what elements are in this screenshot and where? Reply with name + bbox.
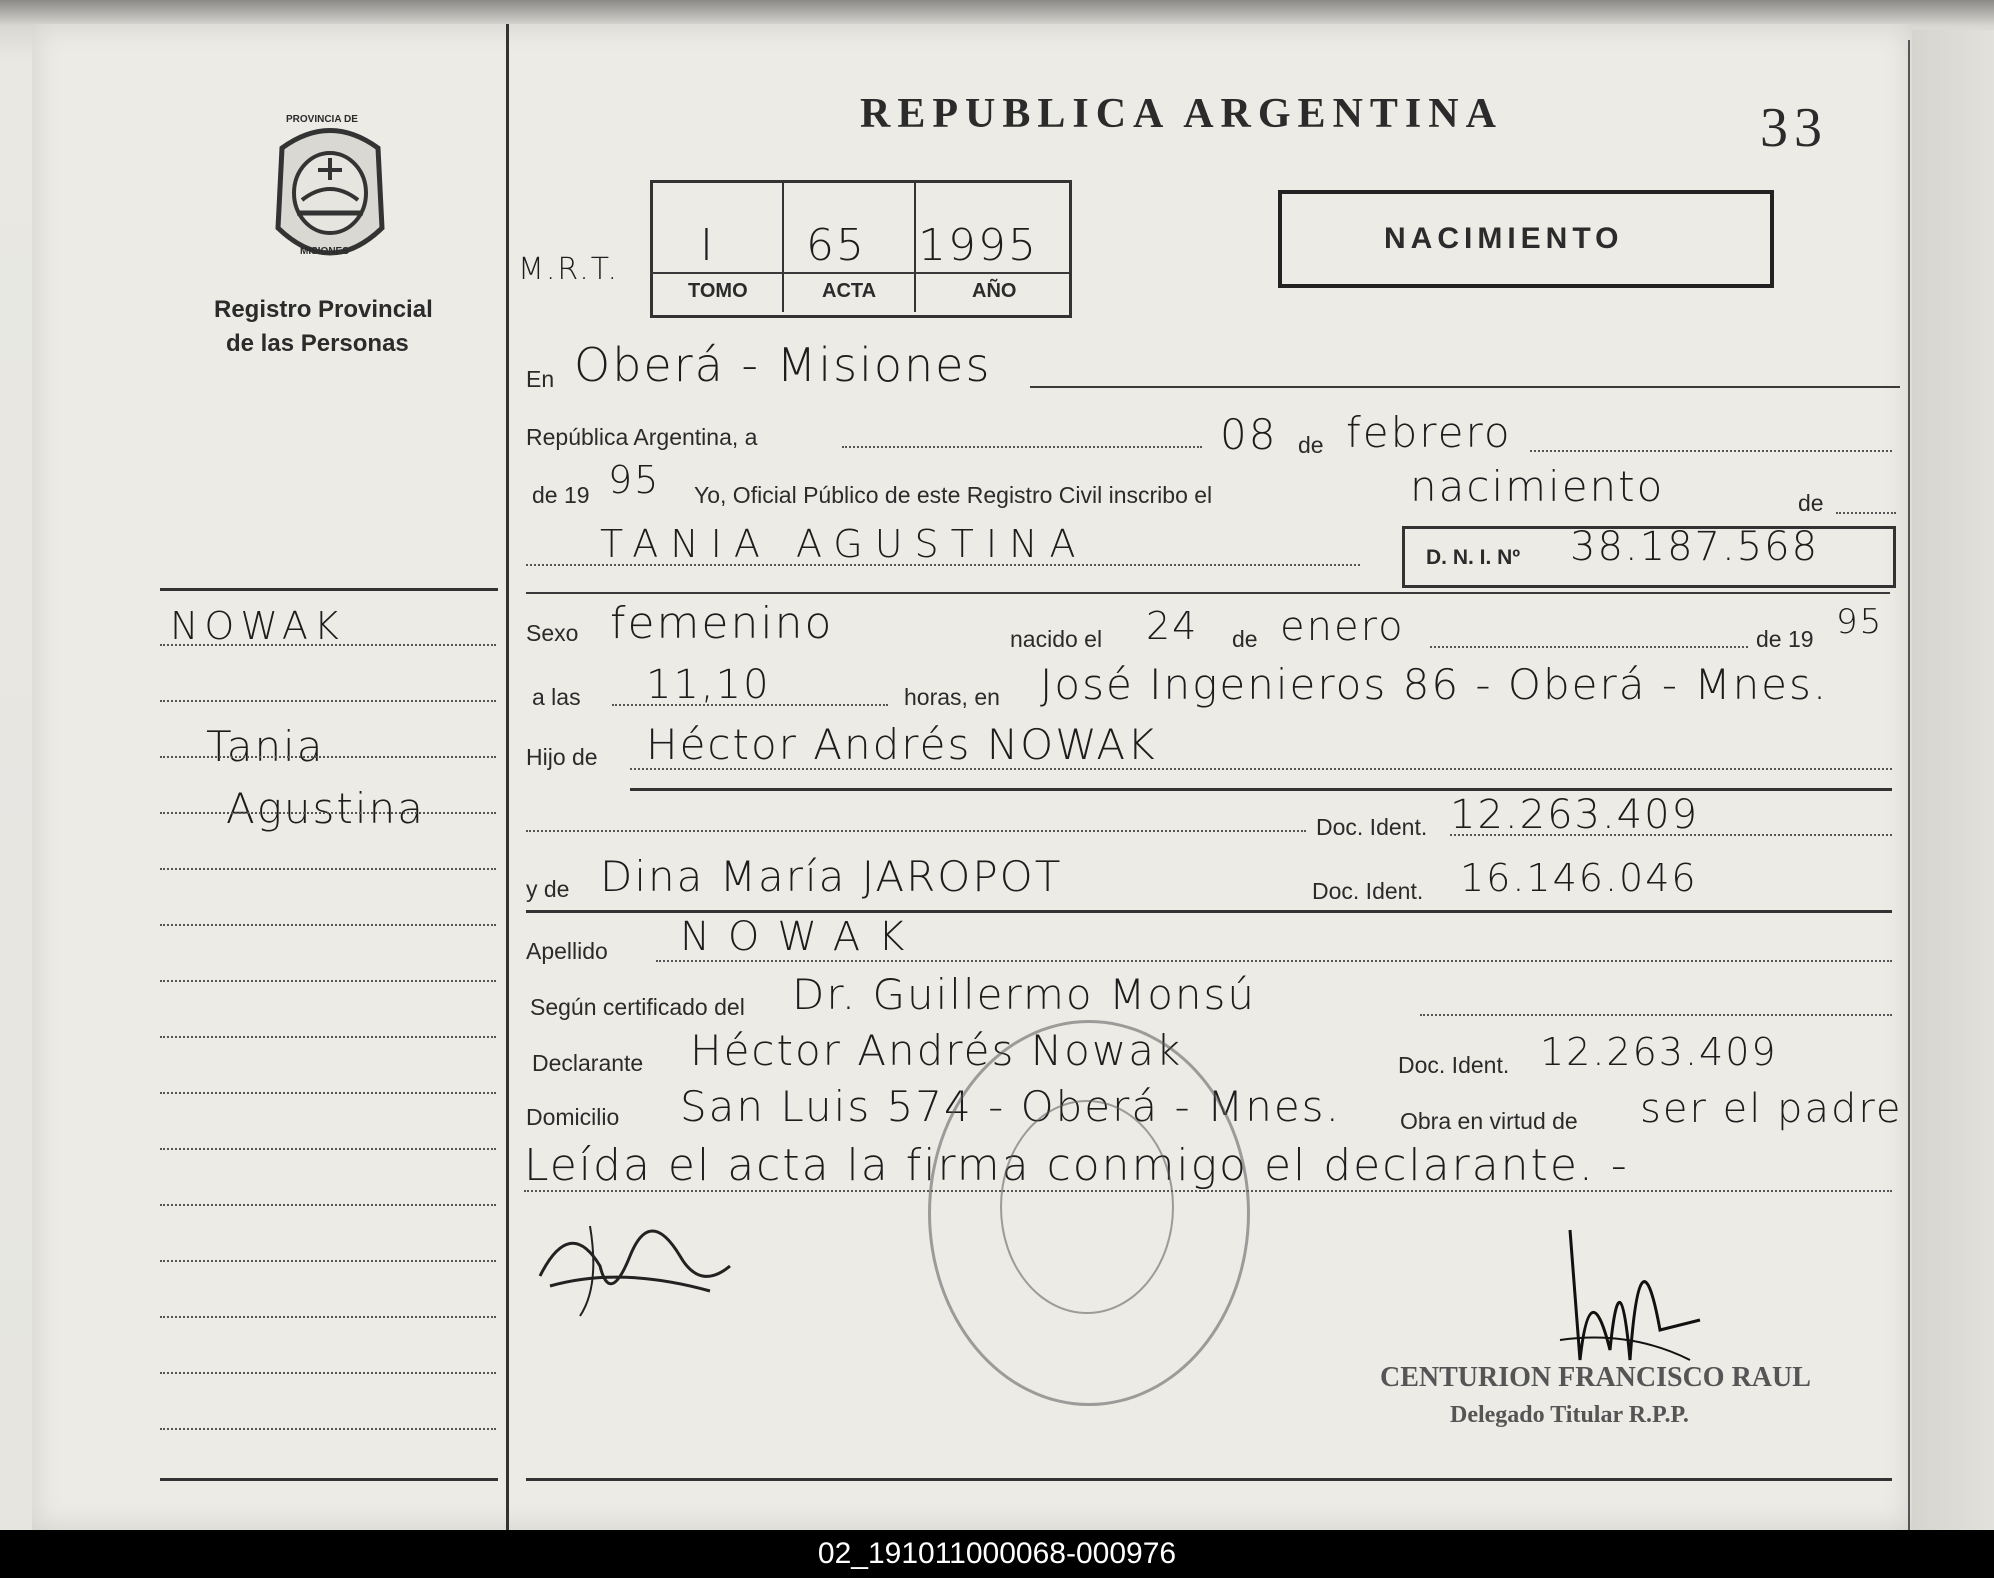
officer-signature-icon [1550,1210,1710,1380]
year-suffix: 95 [608,458,661,502]
sexo-label: Sexo [526,620,579,646]
seal-caption-bottom: MISIONES [300,246,349,257]
section-separator-2 [526,592,1890,594]
acta-value: 65 [806,220,866,271]
segun-label: Según certificado del [530,994,745,1020]
margin-ruling-line [160,1204,496,1206]
column-divider [506,24,509,1530]
day-value: 08 [1220,410,1278,459]
republica-label: República Argentina, a [526,424,758,450]
officer-title: Delegado Titular R.P.P. [1450,1402,1689,1428]
father-dots [630,768,1892,770]
seal-caption-top: PROVINCIA DE [286,114,358,125]
acta-label: ACTA [822,280,877,302]
margin-ruling-line [160,1148,496,1150]
father-doc-value: 12.263.409 [1450,792,1700,838]
birth-day-value: 24 [1146,604,1199,648]
event-dots [1836,512,1896,514]
dni-value: 38.187.568 [1570,524,1820,570]
event-value: nacimiento [1410,462,1665,511]
domicilio-label: Domicilio [526,1104,620,1130]
oficial-text: Yo, Oficial Público de este Registro Civil inscribo el [694,482,1213,508]
margin-given-1: Tania [206,722,325,771]
hour-value: 11,10 [646,662,771,708]
tomo-value: I [700,220,715,271]
page-number: 33 [1760,97,1828,159]
nacido-label: nacido el [1010,626,1103,652]
alas-label: a las [532,684,581,710]
mother-separator [526,910,1892,913]
margin-ruling-line [160,812,496,814]
margin-ruling-line [160,1316,496,1318]
right-border [1908,40,1910,1530]
official-stamp-inner [1000,1100,1174,1314]
ref-divider-1 [782,180,784,312]
doc-label-father: Doc. Ident. [1316,814,1428,840]
closing-text: Leída el acta la firma conmigo el declarante. - [524,1140,1629,1191]
bottom-line-left [160,1478,498,1481]
sexo-value: femenino [610,598,834,649]
birth-month-dots [1430,646,1748,648]
margin-given-2: Agustina [226,784,425,833]
de-label-2: de [1798,490,1824,516]
declarante-value: Héctor Andrés Nowak [690,1026,1183,1075]
mrt-prefix: M.R.T. [518,252,620,287]
de-label: de [1298,432,1324,458]
birth-year-prefix: de 19 [1756,626,1814,652]
margin-ruling-line [160,868,496,870]
margin-ruling-line [160,644,496,646]
month-dots [1530,450,1892,452]
declarant-signature-icon [530,1196,740,1326]
father-doc-dots [526,830,1306,832]
margin-ruling-line [160,700,496,702]
apellido-value: NOWAK [680,914,923,960]
ref-row-divider [650,272,1069,274]
mother-doc-value: 16.146.046 [1460,856,1698,900]
father-doc-dots-2 [1450,834,1892,836]
place-value: Oberá - Misiones [574,338,992,392]
domicilio-value: San Luis 574 - Oberá - Mnes. [680,1082,1341,1131]
birth-place-value: José Ingenieros 86 - Oberá - Mnes. [1040,660,1829,709]
margin-ruling-line [160,756,496,758]
registry-name-line2: de las Personas [226,330,409,357]
margin-ruling-line [160,1372,496,1374]
ref-divider-2 [914,180,916,312]
de-label-3: de [1232,626,1258,652]
margin-ruling-line [160,1036,496,1038]
margin-surname: NOWAK [170,604,345,648]
child-name-dots [526,564,1360,566]
hijo-label: Hijo de [526,744,598,770]
doc-label-mother: Doc. Ident. [1312,878,1424,904]
father-value: Héctor Andrés NOWAK [646,720,1157,769]
margin-ruling-line [160,1260,496,1262]
month-value: febrero [1346,408,1512,457]
dni-label: D. N. I. Nº [1426,546,1521,569]
birth-month-value: enero [1280,604,1405,650]
hour-dots [612,704,888,706]
place-line [1030,386,1900,388]
obra-value: ser el padre [1640,1086,1903,1132]
tomo-label: TOMO [688,280,748,302]
anio-value: 1995 [918,220,1038,271]
declarante-label: Declarante [532,1050,644,1076]
obra-label: Obra en virtud de [1400,1108,1578,1134]
child-name-value: TANIA AGUSTINA [600,522,1088,566]
bottom-line-right [526,1478,1892,1481]
apellido-label: Apellido [526,938,608,964]
margin-ruling-line [160,1092,496,1094]
act-type-label: NACIMIENTO [1384,222,1624,255]
republica-dots [842,446,1202,448]
section-separator-1 [160,588,498,591]
registry-name-line1: Registro Provincial [214,296,433,323]
birth-year-suffix: 95 [1836,602,1884,642]
officer-name: CENTURION FRANCISCO RAUL [1380,1362,1811,1393]
anio-label: AÑO [972,280,1017,302]
yde-label: y de [526,876,570,902]
country-title: REPUBLICA ARGENTINA [860,91,1503,137]
year-prefix: de 19 [532,482,590,508]
doctor-dots [1420,1014,1892,1016]
declarante-doc-value: 12.263.409 [1540,1030,1778,1074]
en-label: En [526,366,555,392]
doctor-value: Dr. Guillermo Monsú [792,970,1257,1019]
father-separator [630,788,1892,791]
margin-ruling-line [160,1428,496,1430]
mother-value: Dina María JAROPOT [600,852,1063,901]
horas-label: horas, en [904,684,1000,710]
page-edge [1912,30,1994,1530]
margin-ruling-line [160,924,496,926]
margin-ruling-line [160,980,496,982]
doc-label-declarante: Doc. Ident. [1398,1052,1510,1078]
file-id-footer: 02_191011000068-000976 [0,1530,1994,1578]
apellido-dots [656,960,1892,962]
